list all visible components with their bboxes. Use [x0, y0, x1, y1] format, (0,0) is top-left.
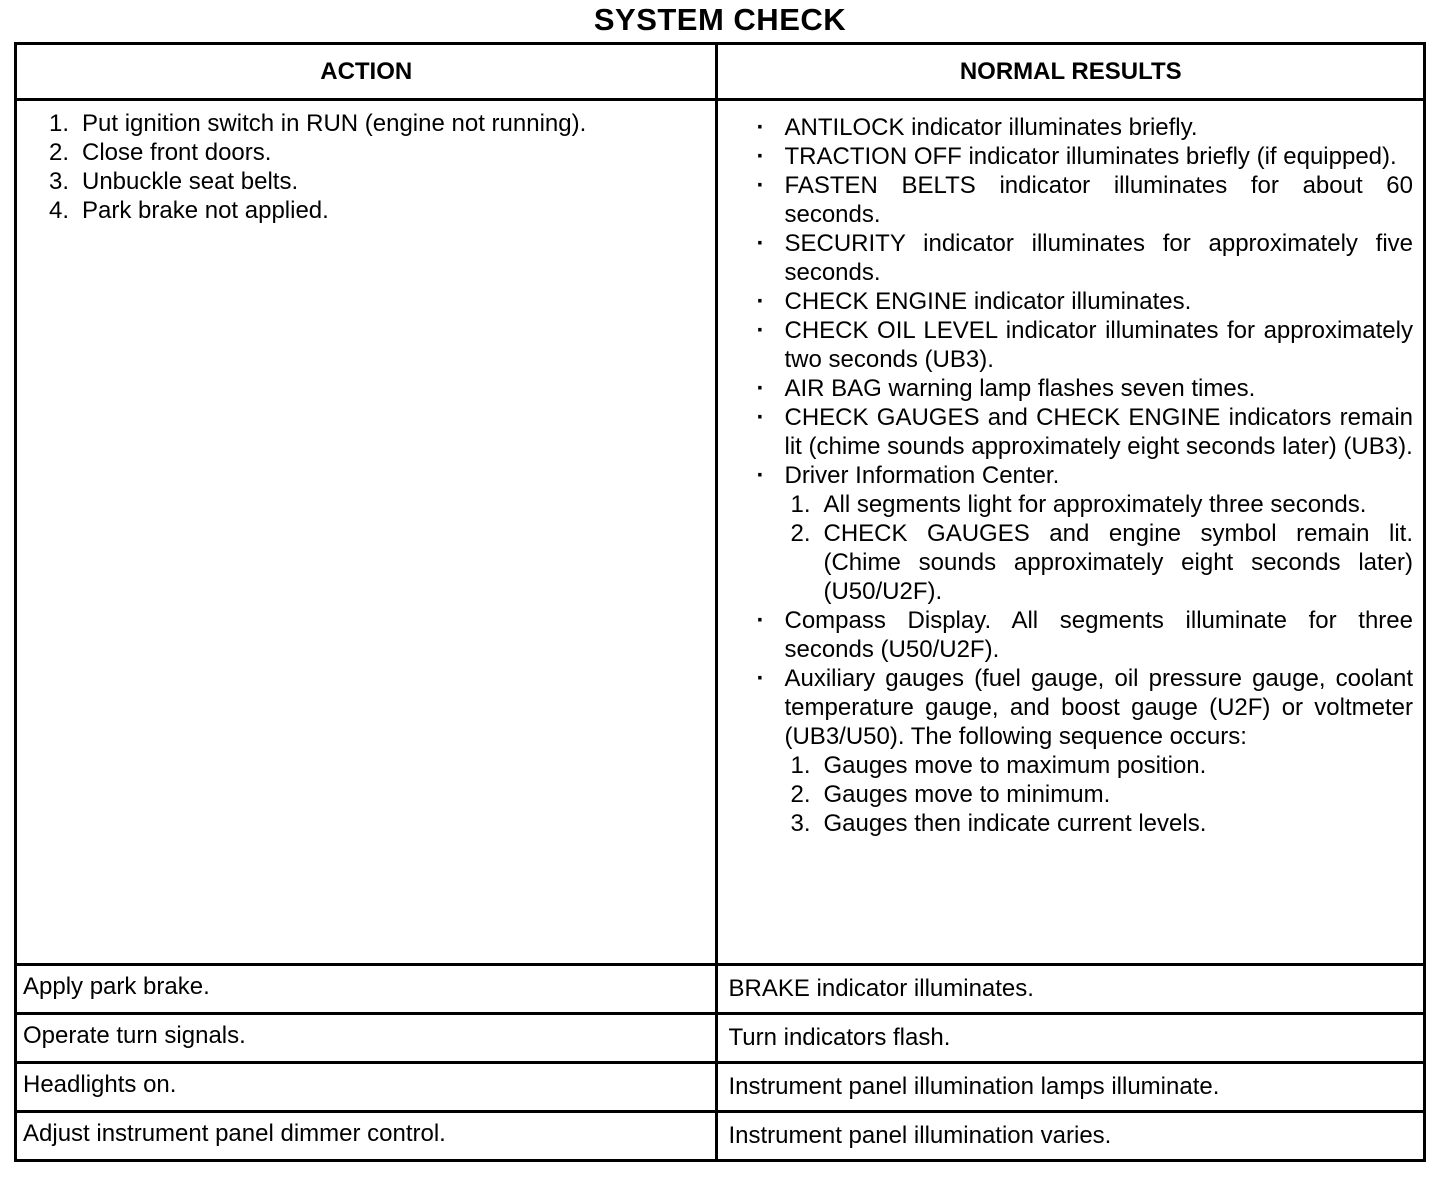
result-text: BRAKE indicator illuminates.: [728, 975, 1034, 1002]
action-cell: [16, 1063, 717, 1112]
table-row: [16, 1063, 1425, 1112]
list-item: [718, 113, 1413, 142]
list-item: [17, 167, 715, 196]
results-cell: [717, 1112, 1425, 1161]
result-text-block: [784, 287, 1413, 316]
action-text: Operate turn signals.: [23, 1022, 246, 1049]
result-text: Instrument panel illumination lamps illuminate.: [728, 1073, 1220, 1100]
results-cell: [717, 1063, 1425, 1112]
result-text-block: [784, 171, 1413, 229]
bullet-icon: ·: [756, 230, 765, 257]
action-text: Adjust instrument panel dimmer control.: [23, 1120, 446, 1147]
result-text: Driver Information Center.: [784, 462, 1060, 489]
step-text: Park brake not applied.: [82, 197, 329, 224]
result-text-block: [784, 229, 1413, 287]
result-text: Compass Display. All segments illuminate for three seconds (U50/U2F).: [784, 607, 1413, 663]
step-number: 3.: [49, 168, 70, 195]
result-text: CHECK OIL LEVEL indicator illuminates for approximately two seconds (UB3).: [784, 317, 1413, 373]
results-cell: [717, 965, 1425, 1014]
action-cell: [16, 965, 717, 1014]
list-item: [718, 606, 1413, 664]
list-item: [17, 138, 715, 167]
list-item: [17, 196, 715, 225]
results-list: [718, 113, 1413, 838]
bullet-icon: ·: [756, 317, 765, 344]
result-text-block: [784, 316, 1413, 374]
action-cell: [16, 100, 717, 965]
sub-list-item: [784, 519, 1413, 606]
sub-list-item: [784, 751, 1413, 780]
list-item: [718, 171, 1413, 229]
bullet-icon: ·: [756, 114, 765, 141]
result-text: Turn indicators flash.: [728, 1024, 951, 1051]
result-text: TRACTION OFF indicator illuminates briefly (if equipped).: [784, 143, 1397, 170]
result-text: SECURITY indicator illuminates for approximately five seconds.: [784, 230, 1413, 286]
list-item: [718, 664, 1413, 838]
result-text-block: [784, 461, 1413, 606]
table-header-row: [16, 44, 1425, 100]
action-text: Headlights on.: [23, 1071, 177, 1098]
result-text-block: [784, 374, 1413, 403]
sub-number: 1.: [790, 491, 811, 518]
sub-text: Gauges move to minimum.: [823, 781, 1111, 808]
sub-list-item: [784, 809, 1413, 838]
sub-text: CHECK GAUGES and engine symbol remain lit. (Chime sounds approximately eight seconds later) (U50/U2F).: [823, 520, 1413, 605]
step-text: Put ignition switch in RUN (engine not running).: [82, 110, 587, 137]
list-item: [17, 109, 715, 138]
step-text: Unbuckle seat belts.: [82, 168, 299, 195]
bullet-icon: ·: [756, 665, 765, 692]
bullet-icon: ·: [756, 462, 765, 489]
result-text: CHECK ENGINE indicator illuminates.: [784, 288, 1192, 315]
sub-number: 2.: [790, 520, 811, 547]
header-normal-results: NORMAL RESULTS: [717, 44, 1425, 100]
sub-number: 1.: [790, 752, 811, 779]
step-number: 2.: [49, 139, 70, 166]
result-text-block: [784, 664, 1413, 838]
table-row: [16, 100, 1425, 965]
sub-text: Gauges move to maximum position.: [823, 752, 1207, 779]
table-row: [16, 1014, 1425, 1063]
bullet-icon: ·: [756, 404, 765, 431]
bullet-icon: ·: [756, 172, 765, 199]
sub-list: [784, 490, 1413, 606]
list-item: [718, 403, 1413, 461]
step-text: Close front doors.: [82, 139, 272, 166]
table-row: [16, 1112, 1425, 1161]
action-cell: [16, 1112, 717, 1161]
list-item: [718, 229, 1413, 287]
list-item: [718, 142, 1413, 171]
action-text: Apply park brake.: [23, 973, 210, 1000]
action-steps: [17, 109, 715, 225]
step-number: 1.: [49, 110, 70, 137]
list-item: [718, 461, 1413, 606]
result-text-block: [784, 606, 1413, 664]
result-text: Auxiliary gauges (fuel gauge, oil pressure gauge, coolant temperature gauge, and boost gauge (U2F) or voltmeter (UB3/U50). The following sequence occurs:: [784, 665, 1413, 750]
system-check-table: [14, 42, 1426, 1162]
result-text: Instrument panel illumination varies.: [728, 1122, 1112, 1149]
bullet-icon: ·: [756, 143, 765, 170]
result-text: AIR BAG warning lamp flashes seven times.: [784, 375, 1256, 402]
sub-list-item: [784, 490, 1413, 519]
result-text-block: [784, 403, 1413, 461]
sub-text: All segments light for approximately three seconds.: [823, 491, 1367, 518]
list-item: [718, 287, 1413, 316]
results-cell: [717, 1014, 1425, 1063]
bullet-icon: ·: [756, 607, 765, 634]
result-text-block: [784, 142, 1413, 171]
sub-number: 3.: [790, 810, 811, 837]
step-number: 4.: [49, 197, 70, 224]
list-item: [718, 316, 1413, 374]
result-text-block: [784, 113, 1413, 142]
sub-list-item: [784, 780, 1413, 809]
table-row: [16, 965, 1425, 1014]
sub-number: 2.: [790, 781, 811, 808]
bullet-icon: ·: [756, 375, 765, 402]
sub-list: [784, 751, 1413, 838]
page-title: SYSTEM CHECK: [593, 2, 847, 37]
sub-text: Gauges then indicate current levels.: [823, 810, 1207, 837]
results-cell: [717, 100, 1425, 965]
result-text: ANTILOCK indicator illuminates briefly.: [784, 114, 1198, 141]
bullet-icon: ·: [756, 288, 765, 315]
result-text: FASTEN BELTS indicator illuminates for about 60 seconds.: [784, 172, 1413, 228]
result-text: CHECK GAUGES and CHECK ENGINE indicators remain lit (chime sounds approximately eight seconds later) (UB3).: [784, 404, 1413, 460]
list-item: [718, 374, 1413, 403]
header-action: ACTION: [16, 44, 717, 100]
action-cell: [16, 1014, 717, 1063]
